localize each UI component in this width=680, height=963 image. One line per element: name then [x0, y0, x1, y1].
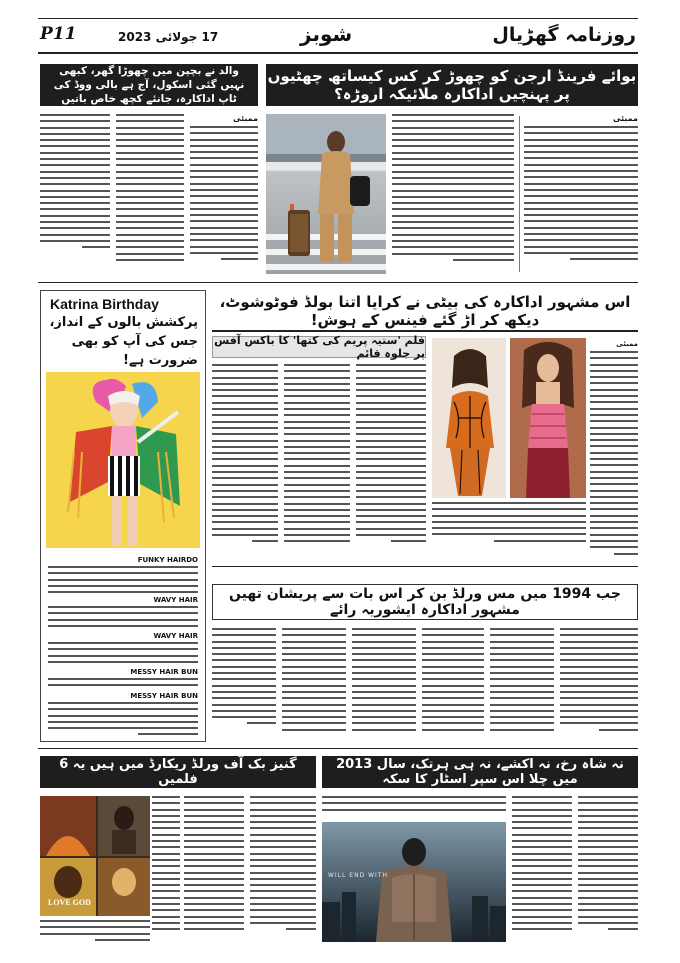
daughter-headline: اس مشہور اداکارہ کی بیٹی نے کرایا اتنا بولڈ فوٹوشوٹ، دیکھ کر اڑ گئے فینس کے ہوش!	[212, 292, 638, 332]
satyaprem-column-3	[212, 364, 278, 560]
childhood-byline: ممبئی	[233, 114, 258, 123]
missworld-column-6	[212, 628, 276, 742]
katrina-article-text	[48, 556, 198, 738]
row1-divider	[38, 282, 638, 283]
missworld-column-4	[352, 628, 416, 742]
childhood-column-3	[40, 114, 110, 274]
daughter-photo-butterfly	[432, 338, 506, 498]
poster-right-text: WILL END WITH	[328, 872, 388, 879]
shahrukh-column-2	[512, 796, 572, 946]
missworld-headline: جب 1994 میں مس ورلڈ بن کر اس بات سے پریشان تھیں مشہور اداکارہ ایشوریہ رائے	[212, 584, 638, 620]
shahrukh-column-1	[578, 796, 638, 946]
guinness-column-1	[250, 796, 316, 946]
missworld-column-5	[282, 628, 346, 742]
daughter-photo-pink-top	[510, 338, 586, 498]
guinness-posters-collage	[40, 796, 150, 916]
daughter-byline: ممبئی	[616, 340, 638, 348]
missworld-column-3	[422, 628, 484, 742]
poster-left-text: LOVE GOD	[48, 898, 91, 907]
childhood-headline: والد نے بچپن میں چھوڑا گھر، کبھی نہیں گئی اسکول، آج ہے بالی ووڈ کی ٹاپ اداکارہ، جانئے کچھ خاص باتیں	[40, 64, 258, 106]
malaika-byline: ممبئی	[613, 114, 638, 123]
guinness-column-2	[184, 796, 244, 946]
missworld-column-1	[560, 628, 638, 742]
guinness-headline: گنیز بک آف ورلڈ ریکارڈ میں ہیں یہ 6 فلمیں	[40, 756, 316, 788]
malaika-airport-photo	[266, 114, 386, 274]
subhead-wavy-hair-2: WAVY HAIR	[153, 632, 198, 640]
malaika-column-1	[524, 114, 638, 274]
satyaprem-column-2	[284, 364, 350, 560]
subhead-messy-bun-2: MESSY HAIR BUN	[130, 692, 198, 700]
shahrukh-column-3	[322, 796, 506, 818]
page-number: P11	[40, 24, 77, 44]
daughter-column-1	[590, 340, 638, 560]
subhead-wavy-hair-1: WAVY HAIR	[153, 596, 198, 604]
subhead-funky-hairdo: FUNKY HAIRDO	[137, 556, 198, 564]
daughter-photo-caption-text	[432, 502, 586, 552]
issue-date: 17 جولائی 2023	[118, 30, 219, 44]
childhood-column-1	[190, 114, 258, 274]
satyaprem-headline: فلم 'ستیہ پریم کی کتھا' کا باکس آفس پر جلوہ قائم	[212, 336, 426, 358]
row2-divider	[212, 566, 638, 567]
katrina-label: Katrina Birthday	[50, 296, 159, 312]
malaika-headline: بوائے فرینڈ ارجن کو چھوڑ کر کس کیساتھ چھٹیوں پر پہنچیں اداکارہ ملائیکہ اروڑہ؟	[266, 64, 638, 106]
malaika-column-2	[392, 114, 514, 274]
shahrukh-film-poster	[322, 822, 506, 942]
guinness-column-3	[152, 796, 180, 946]
katrina-photo	[46, 372, 200, 548]
subhead-messy-bun-1: MESSY HAIR BUN	[130, 668, 198, 676]
section-title: شوبز	[300, 22, 353, 46]
masthead-bottom-rule	[38, 52, 638, 54]
newspaper-name: روزنامہ گھڑیال	[492, 24, 636, 46]
guinness-column-4	[40, 920, 150, 946]
katrina-headline: پرکشش بالوں کے انداز، جس کی آپ کو بھی ضرورت ہے!	[49, 315, 198, 368]
satyaprem-column-1	[356, 364, 426, 560]
shahrukh-headline: نہ شاہ رخ، نہ اکشے، نہ ہی ہرتک، سال 2013 میں چلا اس سپر اسٹار کا سکہ	[322, 756, 638, 788]
masthead-top-rule	[38, 18, 638, 19]
missworld-column-2	[490, 628, 554, 742]
childhood-column-2	[116, 114, 184, 274]
row3-divider	[38, 748, 638, 749]
